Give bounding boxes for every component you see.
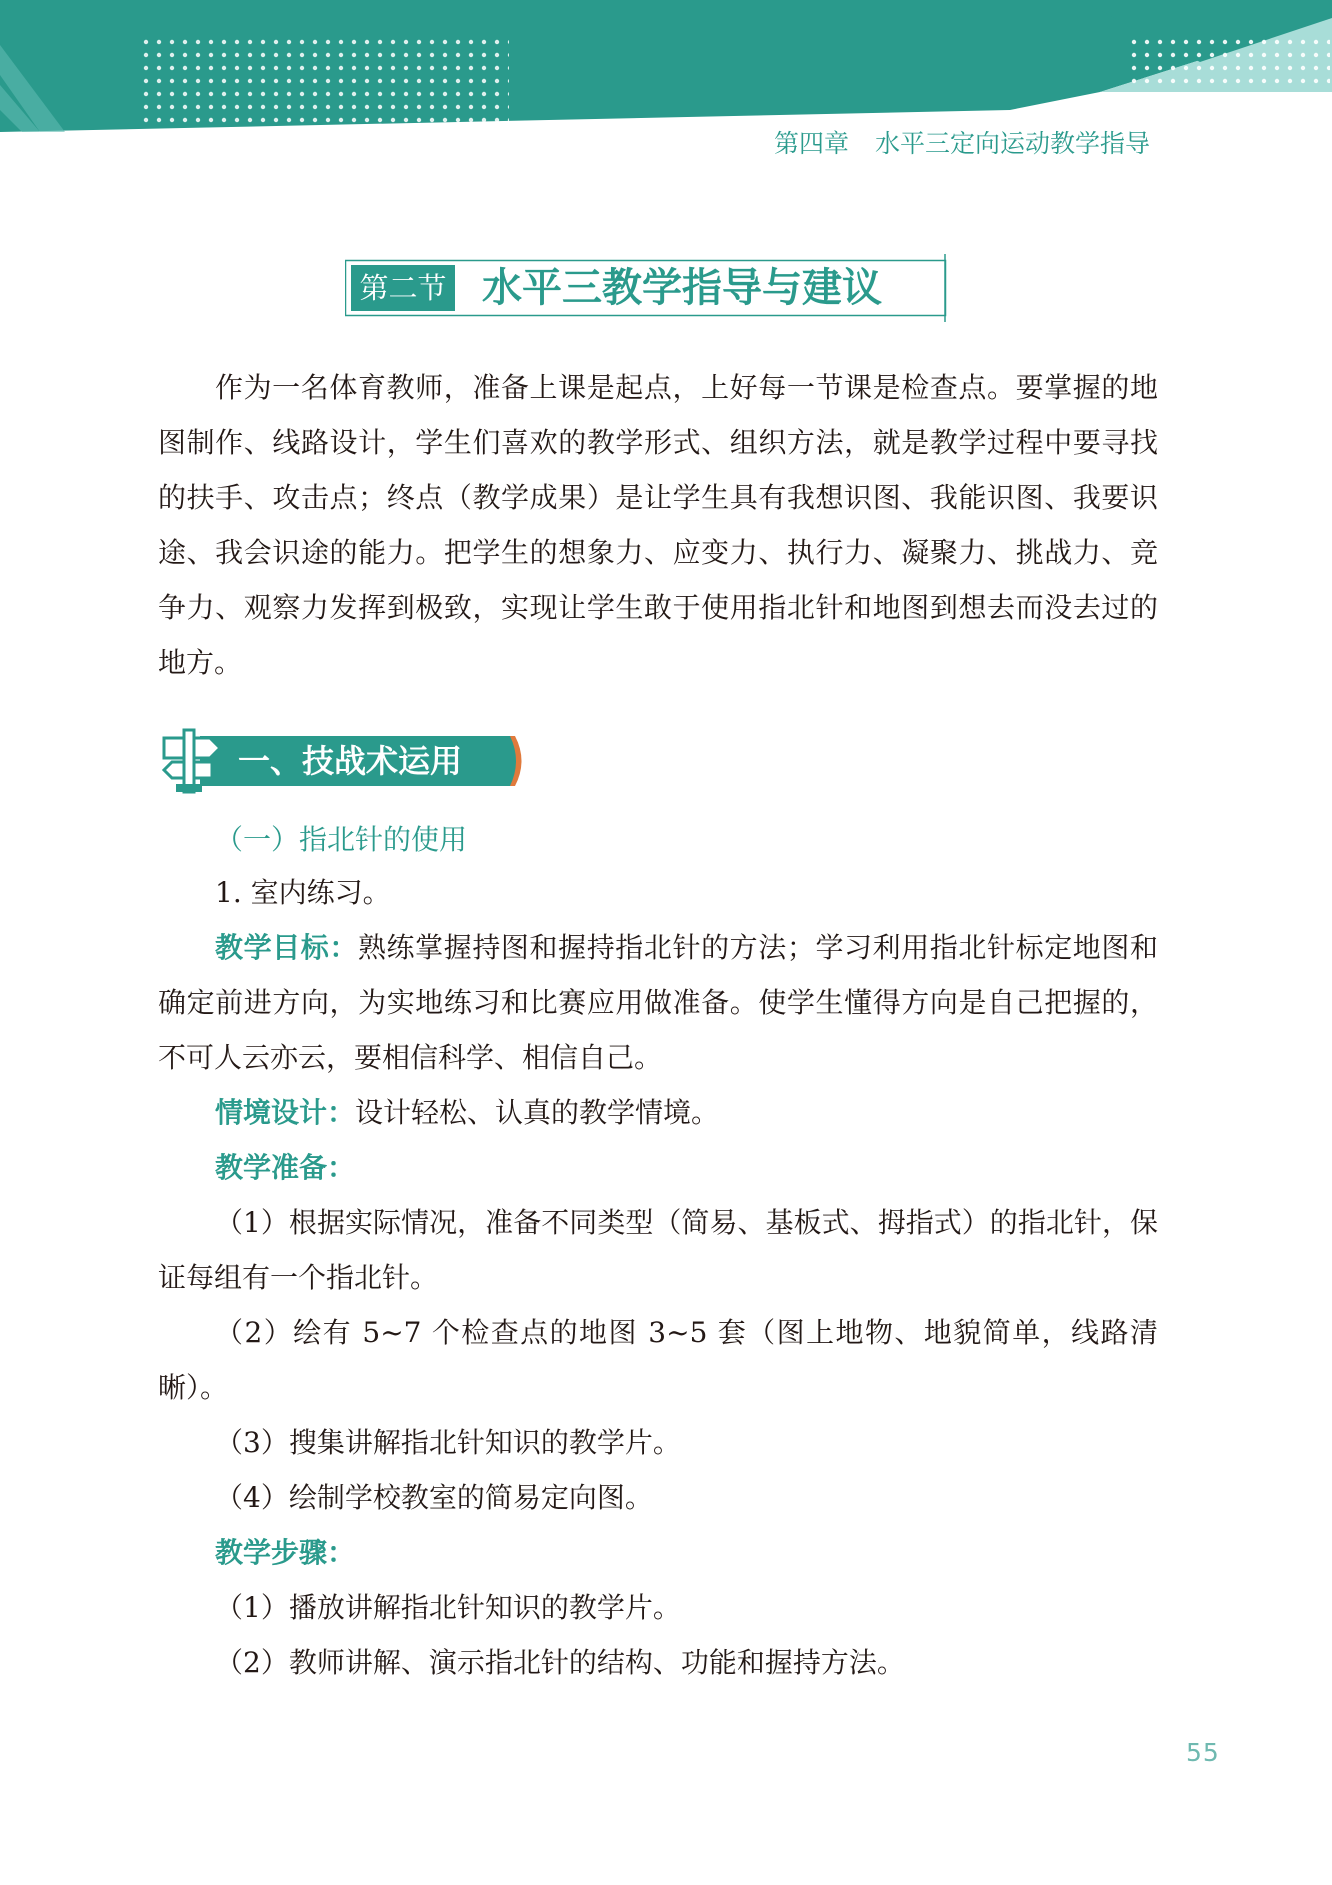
page-number: 55 (1186, 1738, 1220, 1767)
running-header (774, 124, 1150, 160)
teaching-goal-label: 教学目标： (215, 931, 358, 964)
steps-label: 教学步骤： (215, 1536, 356, 1569)
step-item: （2）教师讲解、演示指北针的结构、功能和握持方法。 (215, 1646, 905, 1679)
teaching-goal (158, 920, 1158, 1085)
scenario-text: 设计轻松、认真的教学情境。 (355, 1096, 720, 1129)
header-banner (0, 0, 1332, 135)
item-indoor-practice: 1. 室内练习。 (215, 876, 391, 909)
intro-block (158, 360, 1158, 690)
prep-label: 教学准备： (215, 1151, 356, 1184)
signpost-icon (160, 728, 230, 794)
prep-item: （3）搜集讲解指北针知识的教学片。 (215, 1426, 681, 1459)
heading-2: （一）指北针的使用 (215, 823, 468, 856)
steps-heading (158, 1525, 1158, 1580)
lesson-content (158, 865, 1158, 1690)
step-item: （1）播放讲解指北针知识的教学片。 (215, 1591, 681, 1624)
heading-1: 一、技战术运用 (238, 742, 463, 780)
prep-heading (158, 1140, 1158, 1195)
section-heading: 水平三教学指导与建议 (482, 265, 882, 311)
prep-item: （2）绘有 5~7 个检查点的地图 3~5 套（图上地物、地貌简单，线路清晰）。 (158, 1316, 1158, 1404)
section-number-badge: 第二节 (351, 265, 455, 311)
teaching-goal-text: 熟练掌握持图和握持指北针的方法；学习利用指北针标定地图和确定前进方向，为实地练习和比赛应用做准备。使学生懂得方向是自己把握的，不可人云亦云，要相信科学、相信自己。 (158, 931, 1158, 1074)
section-title (345, 254, 957, 322)
scenario-design (158, 1085, 1158, 1140)
scenario-label: 情境设计： (215, 1096, 356, 1129)
chapter-number: 第四章 (773, 129, 849, 158)
prep-item: （1）根据实际情况，准备不同类型（简易、基板式、拇指式）的指北针，保证每组有一个指北针。 (158, 1206, 1158, 1294)
prep-item: （4）绘制学校教室的简易定向图。 (215, 1481, 653, 1514)
heading-technique (160, 728, 528, 794)
chapter-title: 水平三定向运动教学指导 (874, 129, 1150, 158)
intro-paragraph: 作为一名体育教师，准备上课是起点，上好每一节课是检查点。要掌握的地图制作、线路设计，学生们喜欢的教学形式、组织方法，就是教学过程中要寻找的扶手、攻击点；终点（教学成果）是让学生具有我想识图、我能识图、我要识途、我会识途的能力。把学生的想象力、应变力、执行力、凝聚力、挑战力、竞争力、观察力发挥到极致，实现让学生敢于使用指北针和地图到想去而没去过的地方。 (158, 371, 1158, 679)
